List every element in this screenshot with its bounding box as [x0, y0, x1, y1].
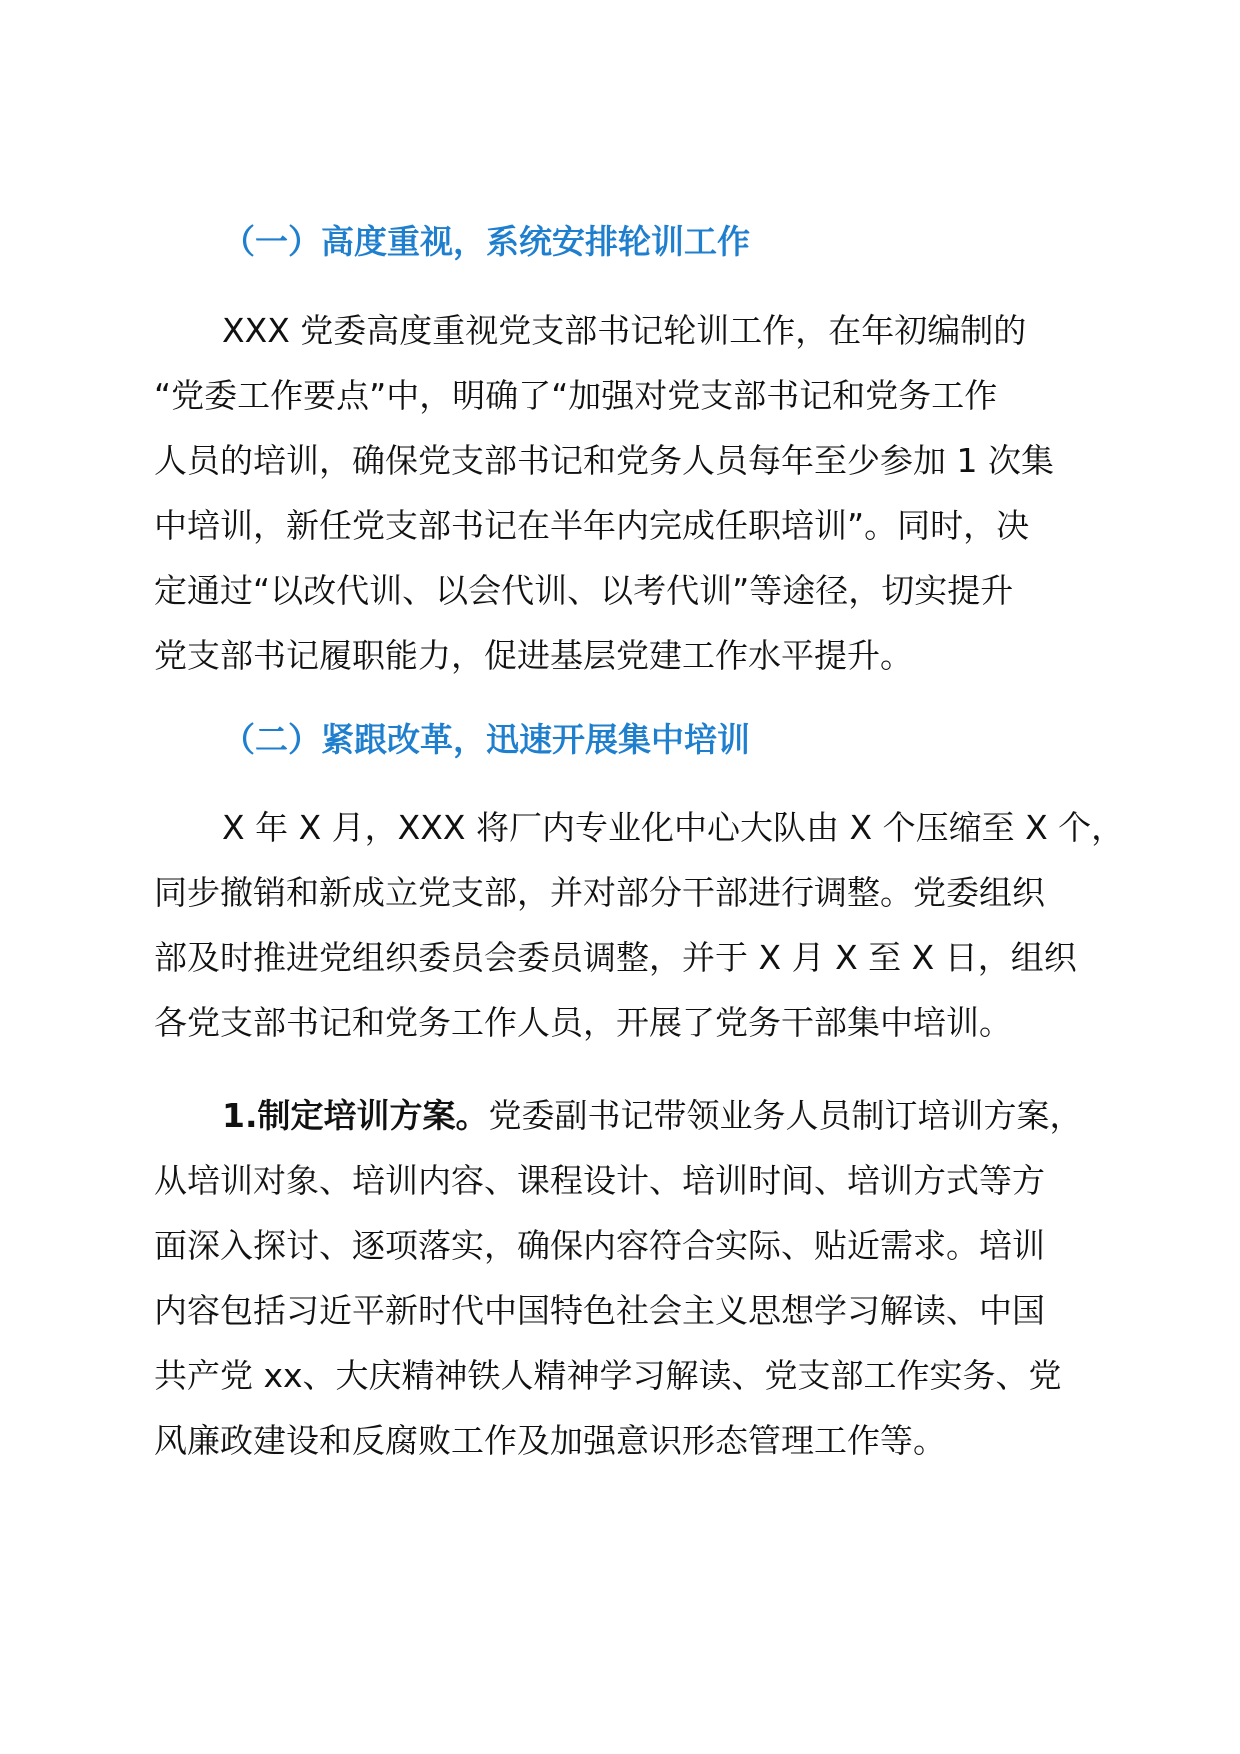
paragraph-line: 各党支部书记和党务工作人员，开展了党务干部集中培训。: [154, 1003, 1012, 1042]
paragraph-line: 共产党 xx、大庆精神铁人精神学习解读、党支部工作实务、党: [154, 1356, 1062, 1395]
paragraph-line: 同步撤销和新成立党支部，并对部分干部进行调整。党委组织: [154, 873, 1045, 912]
section-heading-2: （二）紧跟改革，迅速开展集中培训: [222, 720, 750, 759]
paragraph-line: X 年 X 月，XXX 将厂内专业化中心大队由 X 个压缩至 X 个，: [222, 808, 1125, 847]
paragraph-line: 人员的培训，确保党支部书记和党务人员每年至少参加 1 次集: [154, 441, 1054, 480]
paragraph-line: 风廉政建设和反腐败工作及加强意识形态管理工作等。: [154, 1421, 946, 1460]
item-1-first-line-rest: 党委副书记带领业务人员制订培训方案，: [488, 1096, 1083, 1135]
item-1-paragraph: [154, 1083, 1100, 1473]
paragraph-line: XXX 党委高度重视党支部书记轮训工作，在年初编制的: [222, 311, 1027, 350]
paragraph-line: 内容包括习近平新时代中国特色社会主义思想学习解读、中国: [154, 1291, 1045, 1330]
paragraph-line: 面深入探讨、逐项落实，确保内容符合实际、贴近需求。培训: [154, 1226, 1045, 1265]
section-heading-1: （一）高度重视，系统安排轮训工作: [222, 222, 750, 261]
paragraph-line: 中培训，新任党支部书记在半年内完成任职培训”。同时，决: [154, 506, 1030, 545]
paragraph-line: 从培训对象、培训内容、课程设计、培训时间、培训方式等方: [154, 1161, 1045, 1200]
paragraph-line: “党委工作要点”中，明确了“加强对党支部书记和党务工作: [154, 376, 998, 415]
item-1-lead: 1.制定培训方案。: [222, 1096, 489, 1135]
paragraph-line: 党支部书记履职能力，促进基层党建工作水平提升。: [154, 636, 913, 675]
paragraph-first-line: [154, 1083, 1100, 1148]
section-2-paragraph: [154, 795, 1125, 1055]
section-1-paragraph: [154, 298, 1100, 688]
paragraph-line: 定通过“以改代训、以会代训、以考代训”等途径，切实提升: [154, 571, 1014, 610]
paragraph-line: 部及时推进党组织委员会委员调整，并于 X 月 X 至 X 日，组织: [154, 938, 1077, 977]
